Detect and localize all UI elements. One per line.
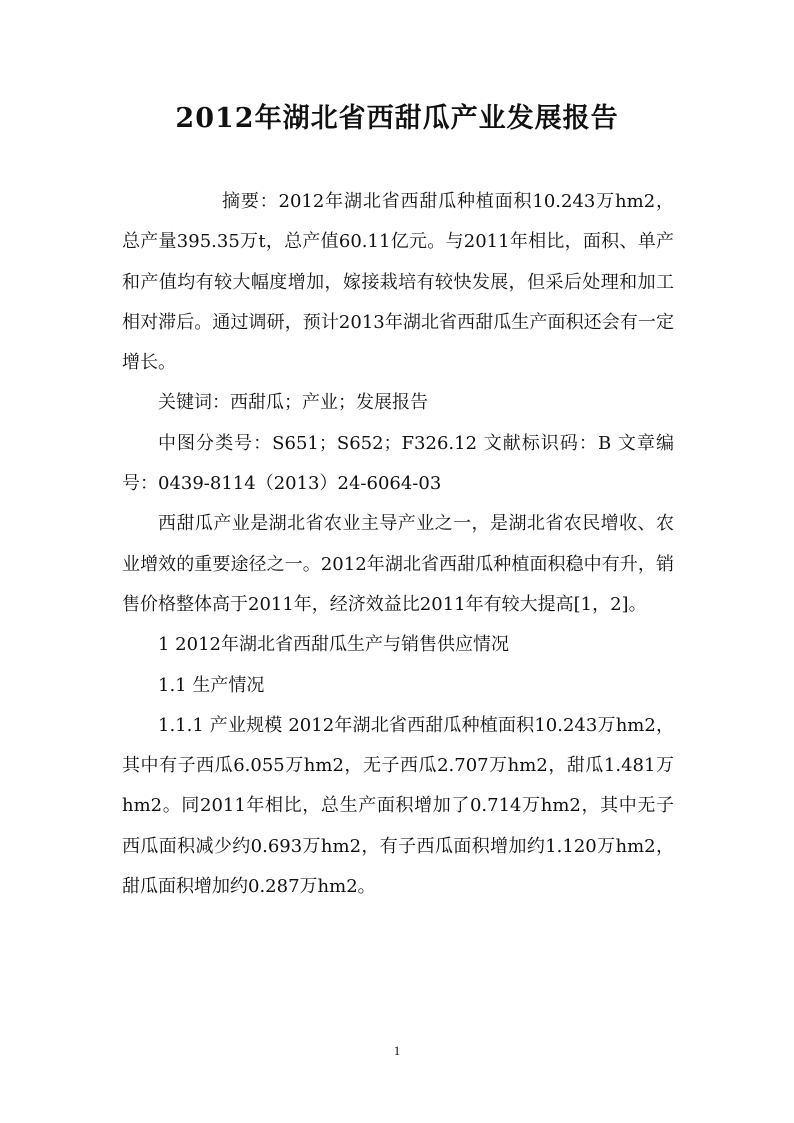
page-number: 1: [393, 1043, 401, 1058]
document-body: [122, 182, 674, 907]
classification-paragraph: 中图分类号：S651；S652；F326.12 文献标识码：B 文章编号：0439-8114（2013）24-6064-03: [122, 432, 674, 495]
keywords-paragraph: 关键词：西甜瓜；产业；发展报告: [158, 392, 428, 414]
abstract-paragraph: 摘要：2012年湖北省西甜瓜种植面积10.243万hm2，总产量395.35万t，总产值60.11亿元。与2011年相比，面积、单产和产值均有较大幅度增加，嫁接栽培有较快发展，但采后处理和加工相对滞后。通过调研，预计2013年湖北省西甜瓜生产面积还会有一定增长。: [122, 191, 674, 374]
section-1-1-heading: 1.1 生产情况: [158, 674, 265, 696]
section-1-heading: 1 2012年湖北省西甜瓜生产与销售供应情况: [158, 634, 509, 656]
page-title: 2012年湖北省西甜瓜产业发展报告: [175, 103, 619, 134]
intro-paragraph: 西甜瓜产业是湖北省农业主导产业之一，是湖北省农民增收、农业增效的重要途径之一。2012年湖北省西甜瓜种植面积稳中有升，销售价格整体高于2011年，经济效益比2011年有较大提高[1，2]。: [122, 513, 674, 615]
section-1-1-1-paragraph: 1.1.1 产业规模 2012年湖北省西甜瓜种植面积10.243万hm2，其中有子西瓜6.055万hm2，无子西瓜2.707万hm2，甜瓜1.481万hm2。同2011年相比，总生产面积增加了0.714万hm2，其中无子西瓜面积减少约0.693万hm2，有子西瓜面积增加约1.120万hm2，甜瓜面积增加约0.287万hm2。: [122, 714, 674, 898]
